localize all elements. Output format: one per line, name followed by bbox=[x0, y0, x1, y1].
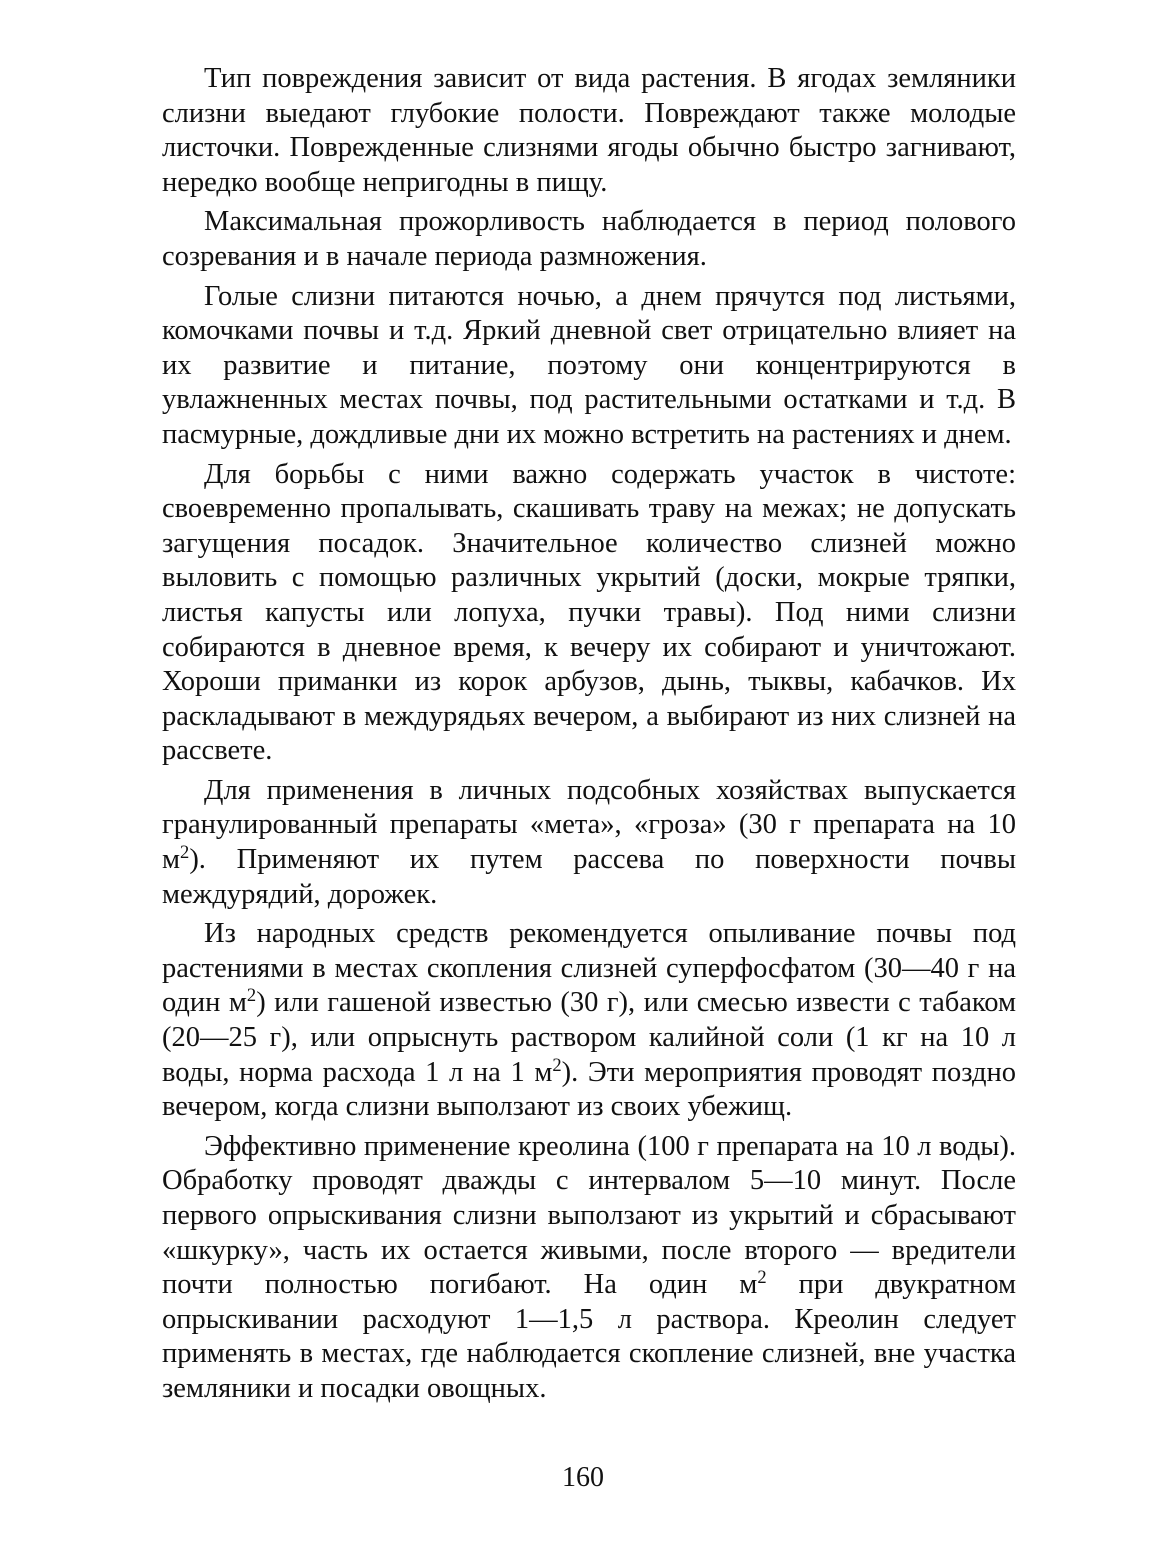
paragraph-creolin bbox=[162, 1130, 1016, 1407]
superscript: 2 bbox=[757, 1267, 767, 1288]
paragraph-text: Из народных средств рекомендуется опыливание почвы под растениями в местах скопления слизней суперфосфатом (30—40 г на один м bbox=[162, 918, 1016, 1019]
paragraph-text: при двукратном опрыскивании расходуют 1—1,5 л раствора. Креолин следует применять в местах, где наблюдается скопление слизней, вне участка земляники и посадки овощных. bbox=[162, 1269, 1017, 1404]
superscript: 2 bbox=[246, 985, 257, 1007]
paragraph-text: ). Применяют их путем рассева по поверхности почвы междурядий, дорожек. bbox=[162, 844, 1016, 910]
paragraph-damage-type: Тип повреждения зависит от вида растения. В ягодах земляники слизни выедают глубокие полости. Повреждают также молодые листочки. Поврежденные слизнями ягоды обычно быстро загнивают, нередко вообще непригодны в пищу. bbox=[162, 63, 1016, 198]
paragraph-granulated-preparations bbox=[162, 774, 1016, 912]
paragraph-nocturnal-feeding: Голые слизни питаются ночью, а днем прячутся под листьями, комочками почвы и т.д. Яркий дневной свет отрицательно влияет на их развитие и питание, поэтому они концентрируются в увлажненных местах почвы, под растительными остатками и т.д. В пасмурные, дождливые дни их можно встретить на растениях и днем. bbox=[162, 280, 1016, 450]
paragraph-voracity: Максимальная прожорливость наблюдается в период полового созревания и в начале периода размножения. bbox=[162, 206, 1016, 272]
paragraph-control-methods: Для борьбы с ними важно содержать участок в чистоте: своевременно пропалывать, скашивать траву на межах; не допускать загущения посадок. Значительное количество слизней можно выловить с помощью различных укрытий (доски, мокрые тряпки, листья капусты или лопуха, пучки травы). Под ними слизни собираются в дневное время, к вечеру их собирают и уничтожают. Хороши приманки из корок арбузов, дынь, тыквы, кабачков. Их раскладывают в междурядьях вечером, а выбирают из них слизней на рассвете. bbox=[162, 458, 1016, 767]
paragraph-folk-remedies bbox=[162, 917, 1016, 1125]
page-number: 160 bbox=[562, 1462, 604, 1493]
paragraph-text: ). Эти мероприятия проводят поздно вечером, когда слизни выползают из своих убежищ. bbox=[162, 1056, 1016, 1123]
page-body-text bbox=[162, 62, 1016, 1412]
superscript: 2 bbox=[180, 841, 190, 863]
paragraph-text: ) или гашеной известью (30 г), или смесью извести с табаком (20—25 г), или опрыснуть раствором калийной соли (1 кг на 10 л воды, норма расхода 1 л на 1 м bbox=[162, 987, 1017, 1088]
paragraph-text: Эффективно применение креолина (100 г препарата на 10 л воды). Обработку проводят дважды с интервалом 5—10 минут. После первого опрыскивания слизни выползают из укрытий и сбрасывают «шкурку», часть их остается живыми, после второго — вредители почти полностью погибают. На один м bbox=[162, 1130, 1016, 1301]
paragraph-text: Для применения в личных подсобных хозяйствах выпускается гранулированный препараты «мета», «гроза» (30 г препарата на 10 м bbox=[162, 774, 1016, 876]
superscript: 2 bbox=[552, 1054, 562, 1076]
